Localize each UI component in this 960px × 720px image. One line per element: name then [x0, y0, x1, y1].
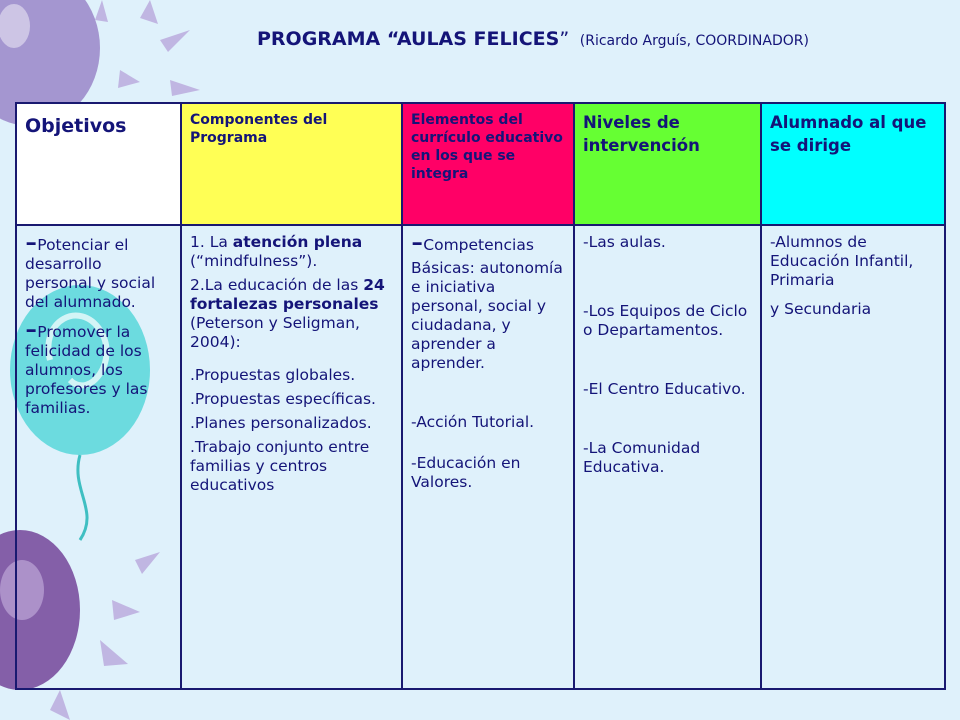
- header-objetivos-label: Objetivos: [25, 115, 127, 137]
- title-subtitle: (Ricardo Arguís, COORDINADOR): [579, 33, 809, 49]
- header-niveles-label: Niveles de intervención: [583, 113, 700, 155]
- componente-1-suffix: (“mindfulness”).: [190, 252, 318, 270]
- title-main: PROGRAMA “AULAS FELICES: [257, 28, 560, 50]
- elemento-competencias: [411, 222, 565, 262]
- list-item: -El Centro Educativo.: [583, 380, 746, 398]
- cell-objetivos: [16, 222, 181, 689]
- page-title: [257, 28, 809, 50]
- elemento-competencias-body: Básicas: autonomía e iniciativa personal, social y ciudadana, y aprender a aprender.: [411, 259, 563, 372]
- elemento-dash: -: [411, 222, 424, 262]
- header-objetivos: [16, 103, 181, 225]
- objetivo-2-text: Promover la felicidad de los alumnos, los profesores y las familias.: [25, 323, 148, 417]
- componente-2: [190, 276, 393, 352]
- elemento-accion-tutorial: -Acción Tutorial.: [411, 413, 535, 431]
- header-componentes: [181, 103, 402, 225]
- objetivo-1-text: Potenciar el desarrollo personal y social del alumnado.: [25, 236, 156, 311]
- componente-2-bold: 24 fortalezas personales: [190, 276, 385, 313]
- objetivo-1: [25, 222, 172, 312]
- header-niveles: [574, 103, 761, 225]
- cell-componentes: [181, 225, 402, 689]
- elemento-educacion-valores: -Educación en Valores.: [411, 454, 521, 491]
- header-alumnado-label: Alumnado al que se dirige: [770, 113, 927, 155]
- list-item: -Los Equipos de Ciclo o Departamentos.: [583, 302, 748, 339]
- cell-alumnado: [761, 225, 945, 689]
- header-alumnado: [761, 103, 945, 225]
- cell-elementos: [402, 222, 574, 689]
- header-row: [16, 103, 945, 225]
- list-item: .Propuestas específicas.: [190, 390, 376, 408]
- alumnado-line-2: y Secundaria: [770, 300, 872, 318]
- alumnado-line-1: -Alumnos de Educación Infantil, Primaria: [770, 233, 914, 289]
- componente-1: [190, 233, 393, 271]
- content-row: [16, 225, 945, 689]
- objetivo-1-dash: -: [25, 222, 38, 262]
- objetivo-2: [25, 309, 172, 418]
- objetivo-2-dash: -: [25, 309, 38, 349]
- program-table: [15, 102, 946, 690]
- header-elementos-label: Elementos del currículo educativo en los que se integra: [411, 112, 563, 182]
- list-item: .Propuestas globales.: [190, 366, 356, 384]
- elemento-competencias-head: Competencias: [423, 236, 534, 254]
- title-close-quote: ”: [559, 28, 570, 50]
- header-componentes-label: Componentes del Programa: [190, 112, 328, 146]
- list-item: .Trabajo conjunto entre familias y centros educativos: [190, 438, 370, 494]
- list-item: .Planes personalizados.: [190, 414, 372, 432]
- componente-1-prefix: 1. La: [190, 233, 233, 251]
- componente-2-suffix: (Peterson y Seligman, 2004):: [190, 314, 360, 351]
- componente-1-bold: atención plena: [232, 233, 363, 251]
- cell-niveles: [574, 225, 761, 689]
- componente-2-prefix: 2.La educación de las: [190, 276, 364, 294]
- list-item: -Las aulas.: [583, 233, 666, 251]
- list-item: -La Comunidad Educativa.: [583, 439, 701, 476]
- header-elementos: [402, 103, 574, 225]
